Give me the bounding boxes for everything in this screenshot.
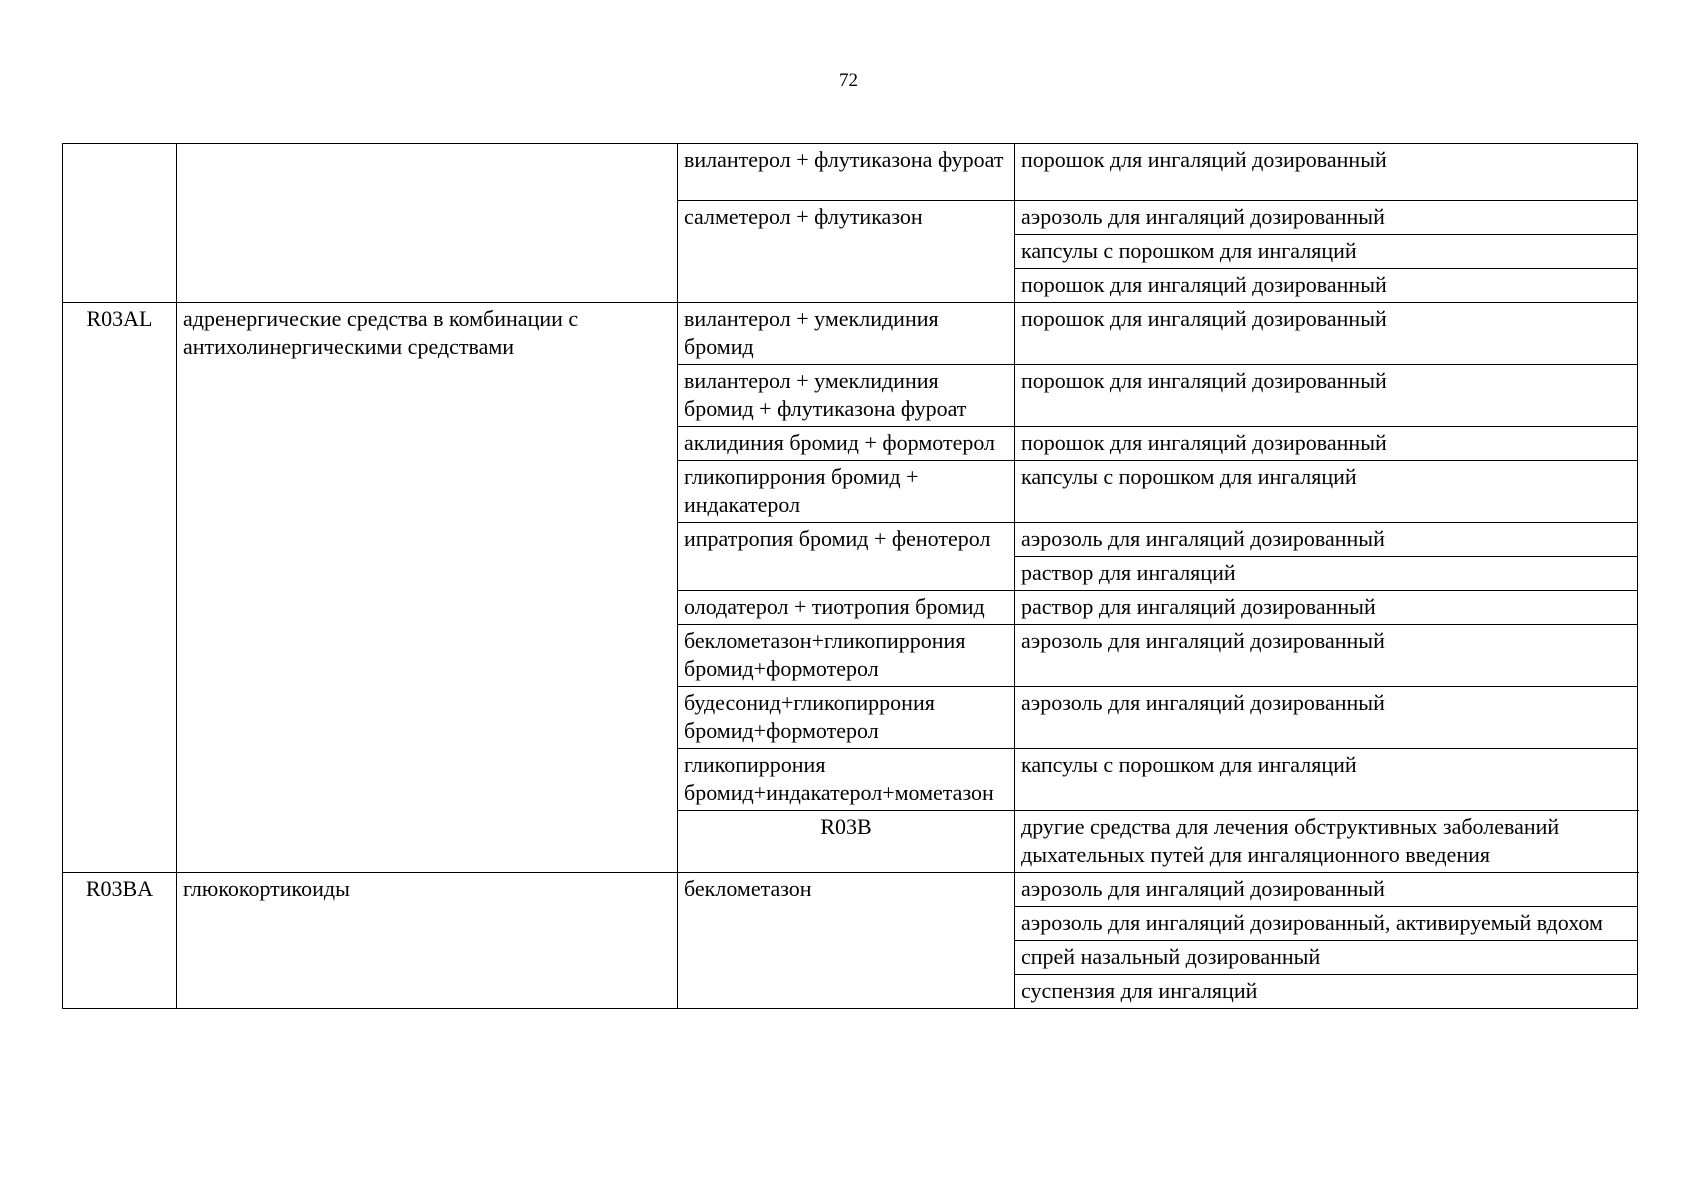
- dosage-form-cell: капсулы с порошком для ингаляций: [1015, 749, 1638, 811]
- dosage-form-cell: аэрозоль для ингаляций дозированный: [1015, 201, 1638, 235]
- drug-table: [62, 143, 1638, 1009]
- atc-code-cell: R03BA: [63, 873, 177, 1009]
- drug-name-cell: вилантерол + умеклидиния бромид: [678, 303, 1015, 365]
- drug-name-cell: гликопиррония бромид+индакатерол+мометазон: [678, 749, 1015, 811]
- group-name-cell: другие средства для лечения обструктивных заболеваний дыхательных путей для ингаляционного введения: [1015, 811, 1638, 873]
- group-name-cell: адренергические средства в комбинации с антихолинергическими средствами: [177, 303, 678, 873]
- dosage-form-cell: порошок для ингаляций дозированный: [1015, 365, 1638, 427]
- drug-name-cell: салметерол + флутиказон: [678, 201, 1015, 303]
- drug-name-cell: олодатерол + тиотропия бромид: [678, 591, 1015, 625]
- dosage-form-cell: капсулы с порошком для ингаляций: [1015, 235, 1638, 269]
- dosage-form-cell: порошок для ингаляций дозированный: [1015, 303, 1638, 365]
- dosage-form-cell: аэрозоль для ингаляций дозированный: [1015, 523, 1638, 557]
- dosage-form-cell: аэрозоль для ингаляций дозированный: [1015, 625, 1638, 687]
- drug-name-cell: будесонид+гликопиррония бромид+формотерол: [678, 687, 1015, 749]
- drug-name-cell: ипратропия бромид + фенотерол: [678, 523, 1015, 591]
- table-row: [63, 303, 1638, 365]
- table-row: [63, 144, 1638, 201]
- group-name-cell: [177, 144, 678, 303]
- dosage-form-cell: суспензия для ингаляций: [1015, 975, 1638, 1009]
- dosage-form-cell: спрей назальный дозированный: [1015, 941, 1638, 975]
- page-number: 72: [839, 70, 858, 91]
- table-row: [63, 873, 1638, 907]
- dosage-form-cell: аэрозоль для ингаляций дозированный: [1015, 873, 1638, 907]
- dosage-form-cell: раствор для ингаляций дозированный: [1015, 591, 1638, 625]
- drug-name-cell: вилантерол + флутиказона фуроат: [678, 144, 1015, 201]
- dosage-form-cell: порошок для ингаляций дозированный: [1015, 269, 1638, 303]
- drug-name-cell: гликопиррония бромид + индакатерол: [678, 461, 1015, 523]
- drug-name-cell: аклидиния бромид + формотерол: [678, 427, 1015, 461]
- drug-name-cell: вилантерол + умеклидиния бромид + флутиказона фуроат: [678, 365, 1015, 427]
- group-name-cell: глюкокортикоиды: [177, 873, 678, 1009]
- atc-code-cell: R03AL: [63, 303, 177, 873]
- dosage-form-cell: порошок для ингаляций дозированный: [1015, 427, 1638, 461]
- drug-name-cell: беклометазон: [678, 873, 1015, 1009]
- atc-code-cell: [63, 144, 177, 303]
- drug-name-cell: беклометазон+гликопиррония бромид+формотерол: [678, 625, 1015, 687]
- atc-code-cell: R03B: [678, 811, 1015, 873]
- dosage-form-cell: капсулы с порошком для ингаляций: [1015, 461, 1638, 523]
- dosage-form-cell: аэрозоль для ингаляций дозированный, активируемый вдохом: [1015, 907, 1638, 941]
- dosage-form-cell: аэрозоль для ингаляций дозированный: [1015, 687, 1638, 749]
- dosage-form-cell: раствор для ингаляций: [1015, 557, 1638, 591]
- dosage-form-cell: порошок для ингаляций дозированный: [1015, 144, 1638, 201]
